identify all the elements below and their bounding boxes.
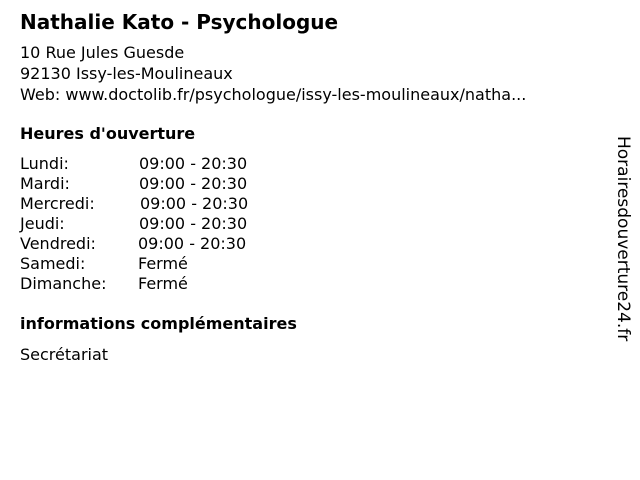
day-label: Samedi: xyxy=(20,254,86,273)
hours-value: Fermé xyxy=(138,274,188,293)
day-label: Lundi: xyxy=(20,154,69,173)
website-link[interactable]: Web: www.doctolib.fr/psychologue/issy-les-moulineaux/natha... xyxy=(20,85,527,104)
hours-value: 09:00 - 20:30 xyxy=(140,194,249,213)
hours-value: 09:00 - 20:30 xyxy=(139,214,248,233)
opening-hours-heading: Heures d'ouverture xyxy=(20,124,196,143)
day-label: Mercredi: xyxy=(20,194,95,213)
hours-value: Fermé xyxy=(138,254,188,273)
address-street: 10 Rue Jules Guesde xyxy=(20,43,185,62)
page-title: Nathalie Kato - Psychologue xyxy=(20,10,339,34)
hours-value: 09:00 - 20:30 xyxy=(139,154,248,173)
address-city: 92130 Issy-les-Moulineaux xyxy=(20,64,233,83)
side-brand-text: Horairesdouverture24.fr xyxy=(613,136,633,342)
additional-info-text: Secrétariat xyxy=(20,345,109,364)
hours-value: 09:00 - 20:30 xyxy=(139,174,248,193)
hours-value: 09:00 - 20:30 xyxy=(138,234,247,253)
additional-info-heading: informations complémentaires xyxy=(20,314,297,333)
day-label: Vendredi: xyxy=(20,234,96,253)
day-label: Mardi: xyxy=(20,174,70,193)
day-label: Jeudi: xyxy=(20,214,65,233)
day-label: Dimanche: xyxy=(20,274,107,293)
